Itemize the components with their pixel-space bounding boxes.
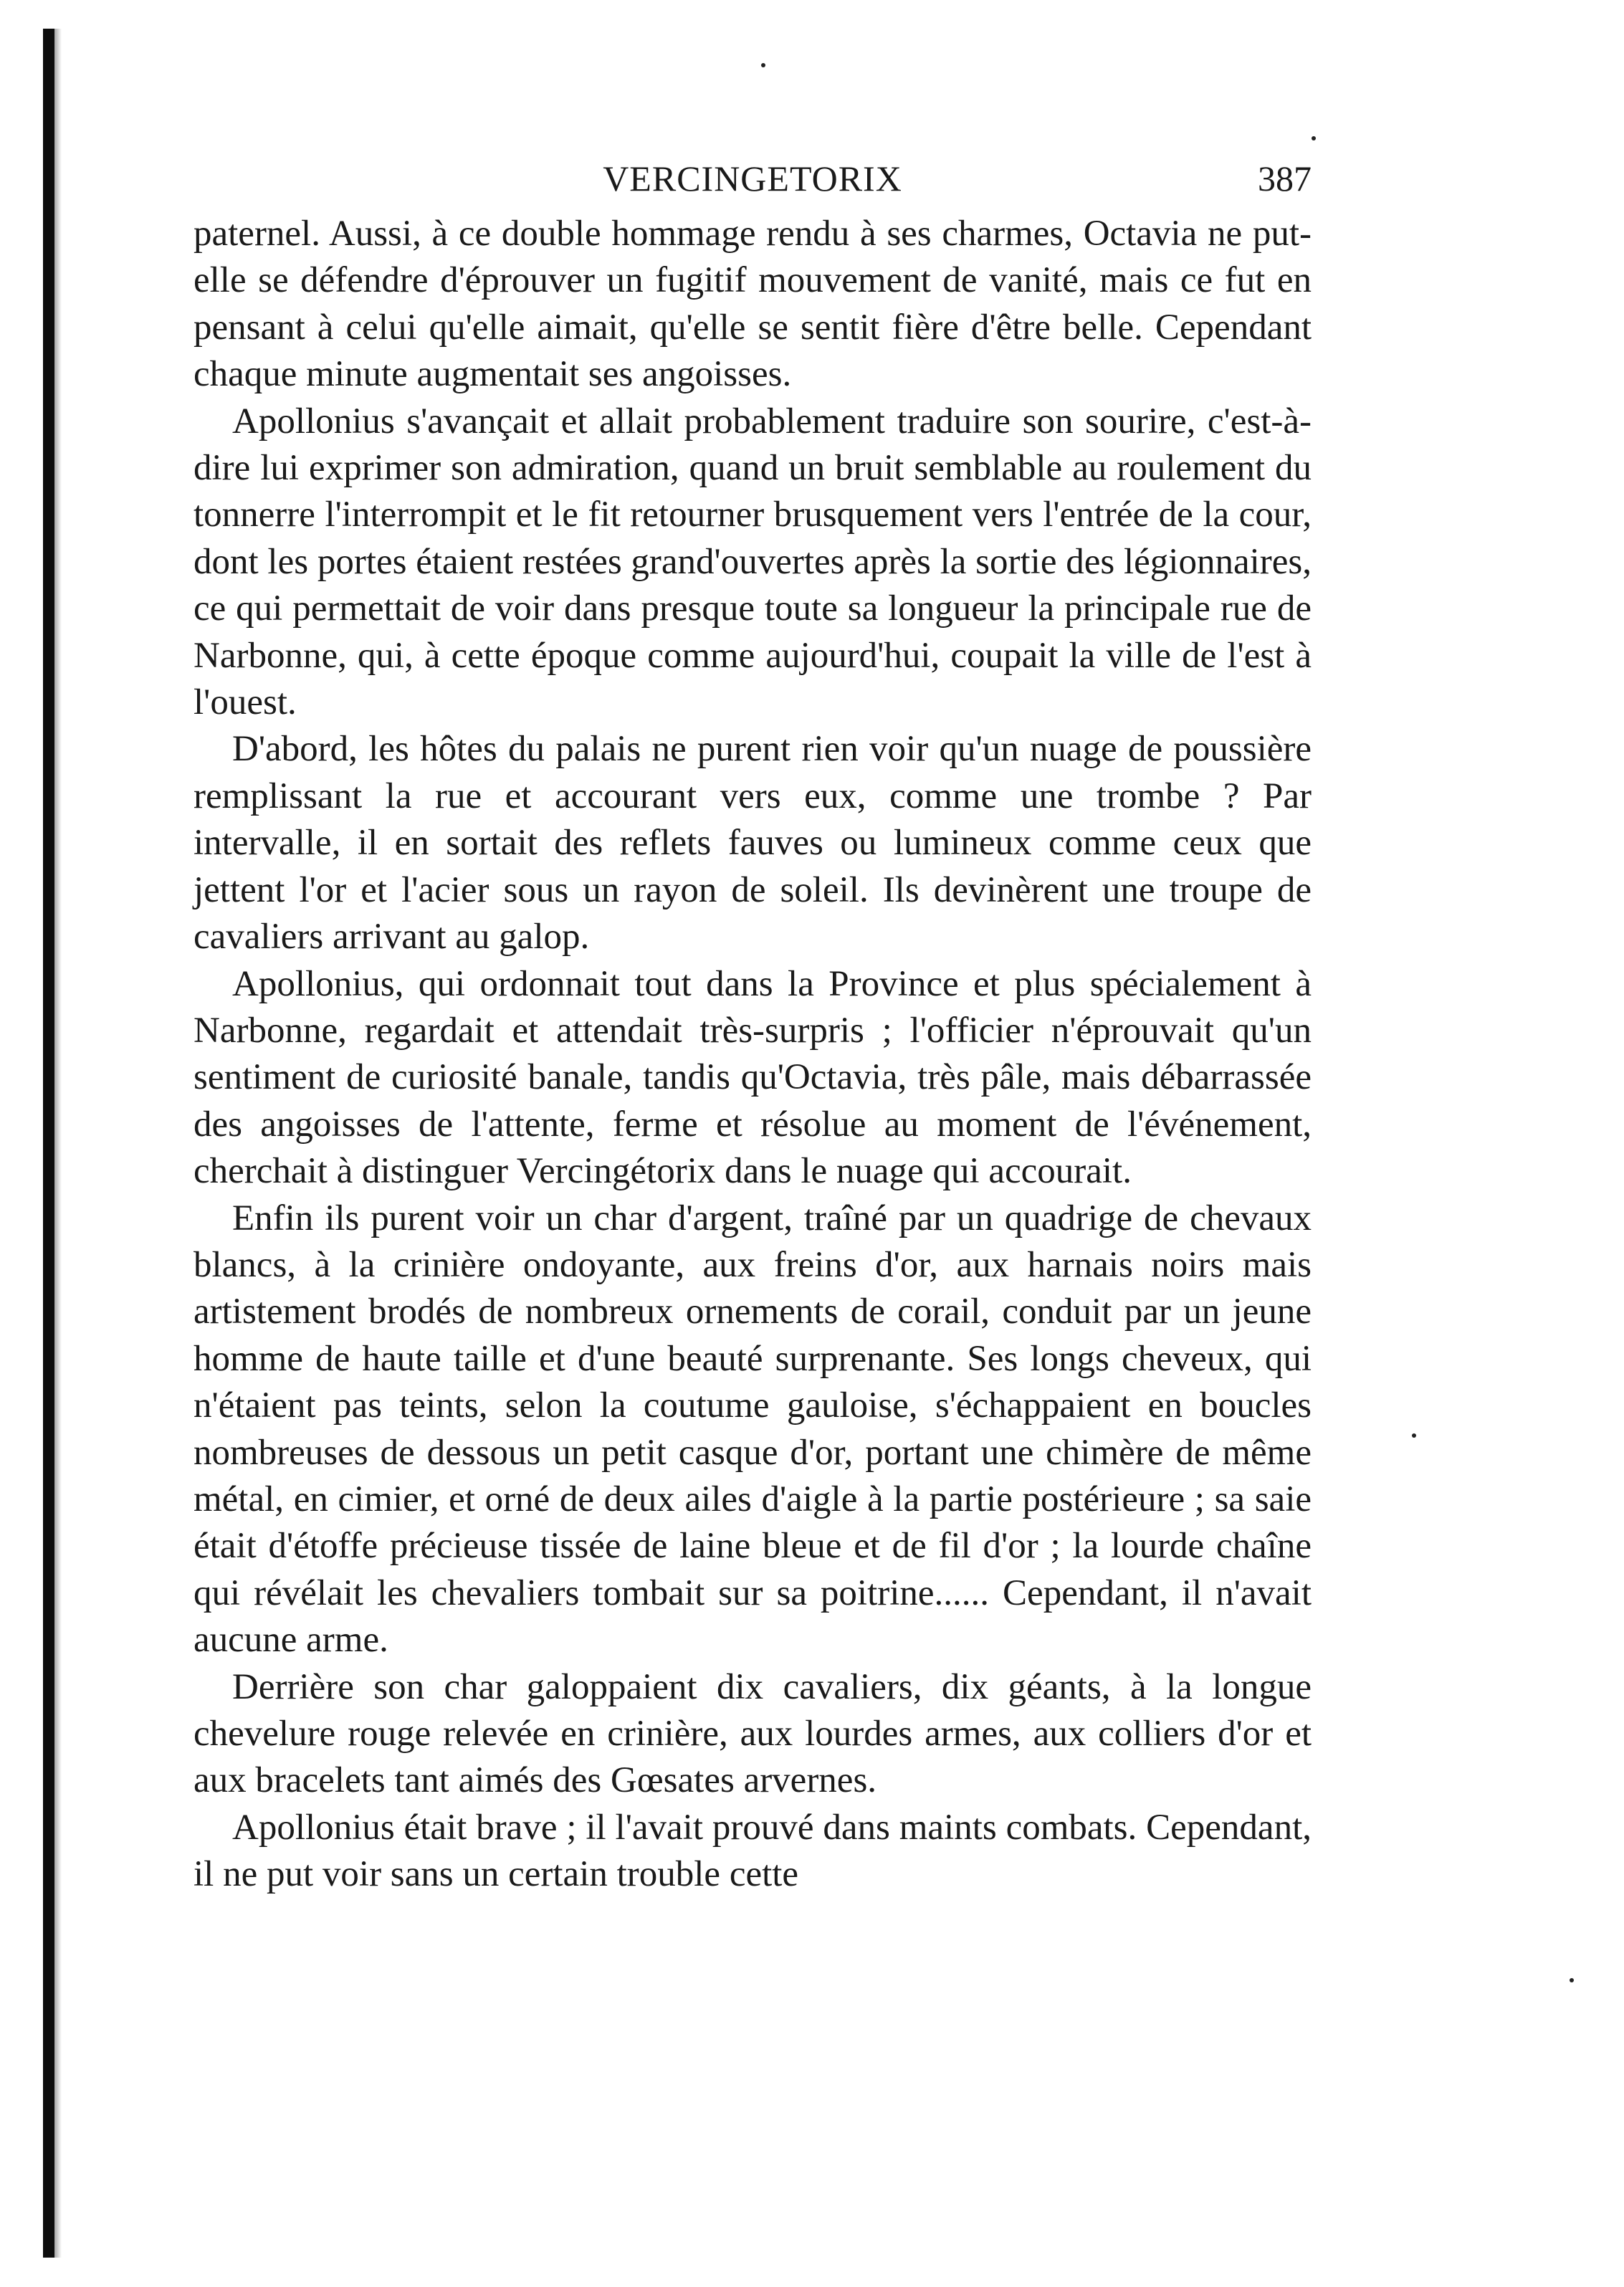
scan-speck [1412,1433,1416,1438]
page-number: 387 [1258,158,1312,199]
paragraph: Apollonius, qui ordonnait tout dans la Province et plus spécialement à Narbonne, regardait et attendait très-surpris ; l'officier n'éprouvait qu'un sentiment de curiosité banale, tandis qu'Octavia, très pâle, mais débarrassée des angoisses de l'attente, ferme et résolue au moment de l'événement, cherchait à distinguer Vercingétorix dans le nuage qui accourait. [194,963,1312,1192]
scan-speck [1312,136,1316,140]
paragraph: Apollonius était brave ; il l'avait prouvé dans maints combats. Cependant, il ne put voir sans un certain trouble cette [194,1807,1312,1895]
scan-speck [1570,1978,1574,1982]
paragraph: paternel. Aussi, à ce double hommage rendu à ses charmes, Octavia ne put-elle se défendre d'éprouver un fugitif mouvement de vanité, mais ce fut en pensant à celui qu'elle aimait, qu'elle se sentit fière d'être belle. Cependant chaque minute augmentait ses angoisses. [194,214,1312,395]
running-title: VERCINGETORIX [603,158,902,199]
running-header [194,143,1312,201]
paragraph: Enfin ils purent voir un char d'argent, traîné par un quadrige de chevaux blancs, à la crinière ondoyante, aux freins d'or, aux harnais noirs mais artistement brodés de nombreux ornements de corail, conduit par un jeune homme de haute taille et d'une beauté surprenante. Ses longs cheveux, qui n'étaient pas teints, selon la coutume gauloise, s'échappaient en boucles nombreuses de dessous un petit casque d'or, portant une chimère de même métal, en cimier, et orné de deux ailes d'aigle à la partie postérieure ; sa saie était d'étoffe précieuse tissée de laine bleue et de fil d'or ; la lourde chaîne qui révélait les chevaliers tombait sur sa poitrine...... Cependant, il n'avait aucune arme. [194,1198,1312,1661]
paragraph: Derrière son char galoppaient dix cavaliers, dix géants, à la longue chevelure rouge relevée en crinière, aux lourdes armes, aux colliers d'or et aux bracelets tant aimés des Gœsates arvernes. [194,1666,1312,1801]
book-page [194,143,1312,1899]
binding-edge-shadow [43,29,54,2258]
scan-speck [761,63,765,67]
paragraph: D'abord, les hôtes du palais ne purent rien voir qu'un nuage de poussière remplissant la rue et accourant vers eux, comme une trombe ? Par intervalle, il en sortait des reflets fauves ou lumineux comme ceux que jettent l'or et l'acier sous un rayon de soleil. Ils devinèrent une troupe de cavaliers arrivant au galop. [194,729,1312,958]
binding-edge-gradient [54,29,62,2258]
paragraph: Apollonius s'avançait et allait probablement traduire son sourire, c'est-à-dire lui exprimer son admiration, quand un bruit semblable au roulement du tonnerre l'interrompit et le fit retourner brusquement vers l'entrée de la cour, dont les portes étaient restées grand'ouvertes après la sortie des légionnaires, ce qui permettait de voir dans presque toute sa longueur la principale rue de Narbonne, qui, à cette époque comme aujourd'hui, coupait la ville de l'est à l'ouest. [194,401,1312,723]
